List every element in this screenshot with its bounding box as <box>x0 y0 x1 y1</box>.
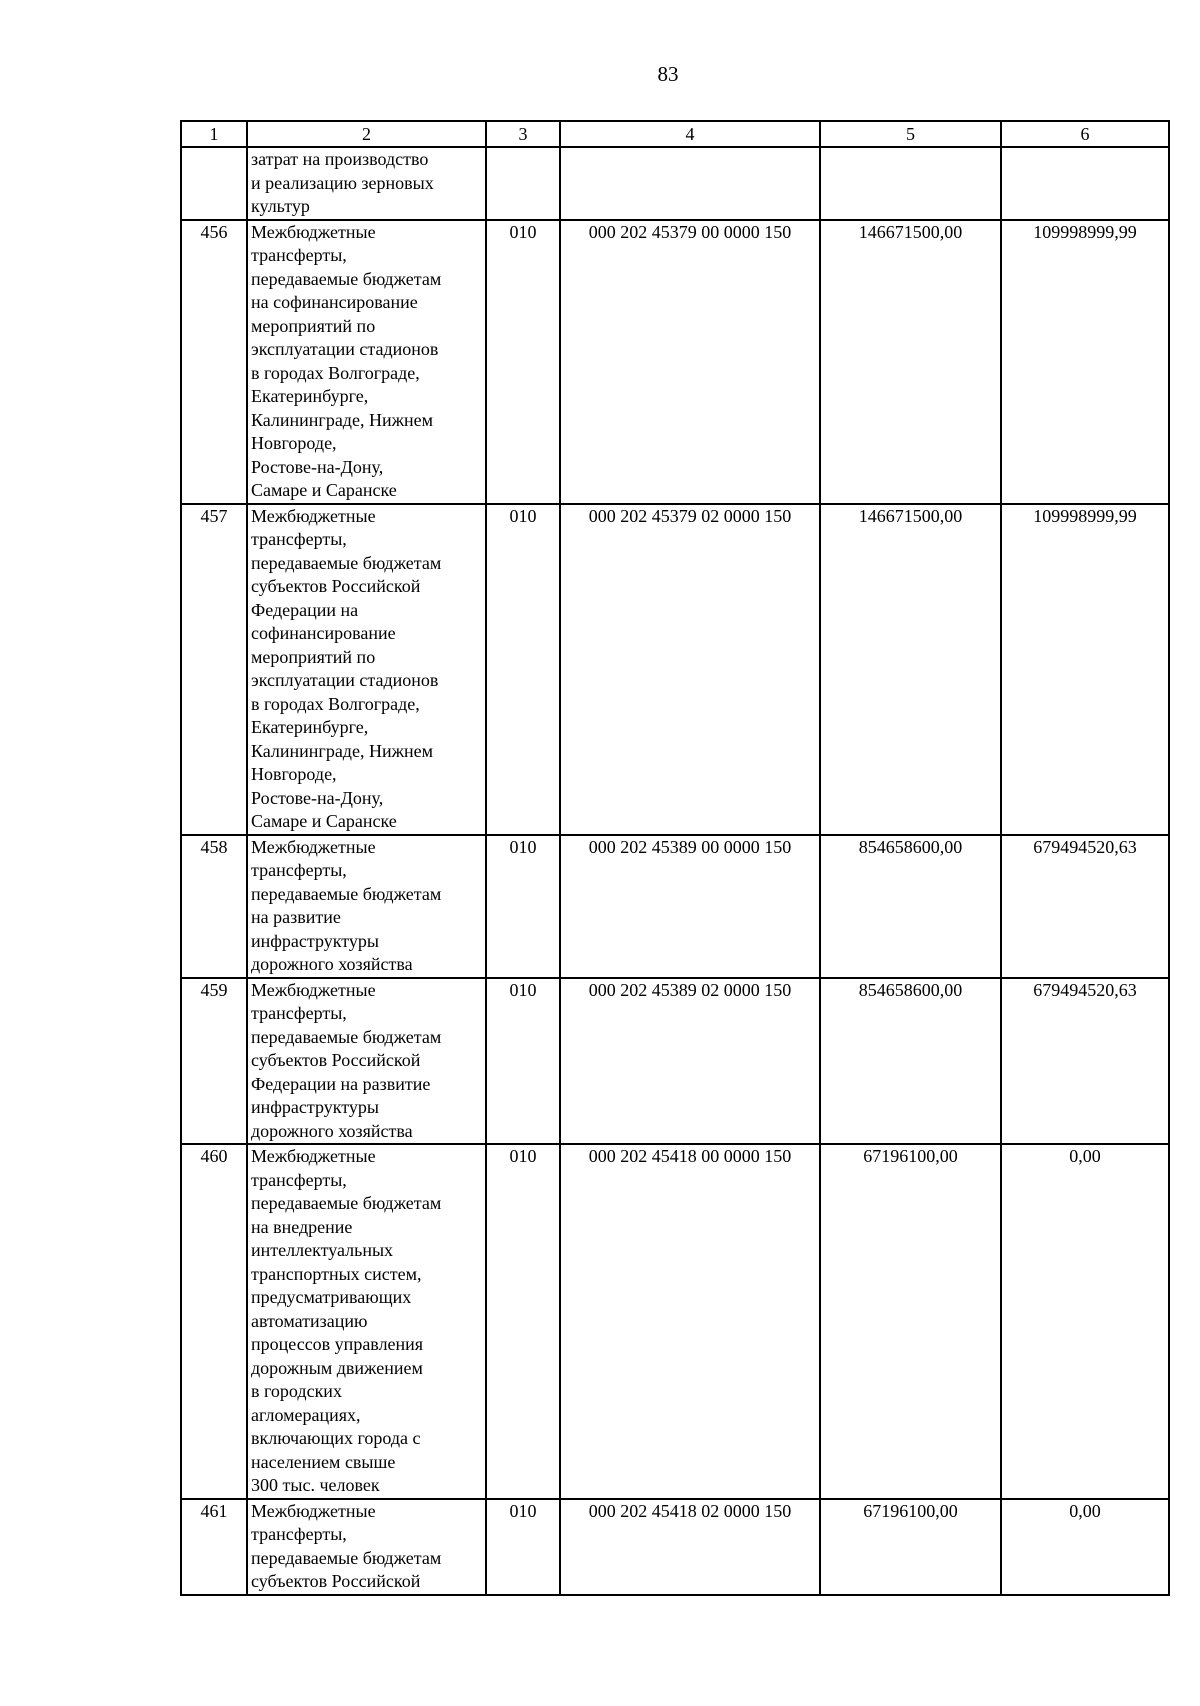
executed-amount: 109998999,99 <box>1001 220 1169 504</box>
description-line: агломерациях, <box>251 1404 361 1425</box>
table-row <box>181 1499 1169 1595</box>
description-line: эксплуатации стадионов <box>251 670 439 690</box>
description-line: трансферты, <box>251 860 347 880</box>
row-description <box>247 504 486 835</box>
description-line: эксплуатации стадионов <box>251 339 439 359</box>
admin-code: 010 <box>486 504 560 835</box>
description-line: культур <box>251 196 310 216</box>
description-line: трансферты, <box>251 1003 347 1023</box>
row-number: 461 <box>181 1499 247 1595</box>
table-row <box>181 147 1169 220</box>
col-header-1: 1 <box>181 121 247 147</box>
table-row <box>181 835 1169 978</box>
description-line: на развитие <box>251 907 341 927</box>
col-header-4: 4 <box>560 121 820 147</box>
planned-amount: 854658600,00 <box>820 835 1001 978</box>
description-line: Межбюджетные <box>251 979 376 1000</box>
description-line: дорожным движением <box>251 1357 423 1378</box>
page-number: 83 <box>657 62 679 86</box>
description-line: Ростове-на-Дону, <box>251 456 384 477</box>
description-line: передаваемые бюджетам <box>251 1026 442 1047</box>
admin-code: 010 <box>486 1499 560 1595</box>
admin-code: 010 <box>486 835 560 978</box>
table-row <box>181 1144 1169 1499</box>
description-line: субъектов Российской <box>251 1571 421 1591</box>
description-line: Новгороде, <box>251 433 337 453</box>
budget-classification-code: 000 202 45389 02 0000 150 <box>560 978 820 1145</box>
description-line: включающих города с <box>251 1428 421 1448</box>
description-line: дорожного хозяйства <box>251 954 413 974</box>
description-line: мероприятий по <box>251 646 376 667</box>
planned-amount: 67196100,00 <box>820 1499 1001 1595</box>
description-line: Федерации на развитие <box>251 1073 431 1094</box>
budget-table <box>180 120 1170 1596</box>
description-line: на софинансирование <box>251 292 418 312</box>
description-line: и реализацию зерновых <box>251 172 434 193</box>
planned-amount: 146671500,00 <box>820 220 1001 504</box>
row-description <box>247 220 486 504</box>
table-row <box>181 978 1169 1145</box>
budget-classification-code: 000 202 45379 02 0000 150 <box>560 504 820 835</box>
row-number: 456 <box>181 220 247 504</box>
description-line: Межбюджетные <box>251 505 376 526</box>
description-line: передаваемые бюджетам <box>251 552 442 573</box>
budget-classification-code: 000 202 45418 02 0000 150 <box>560 1499 820 1595</box>
executed-amount: 0,00 <box>1001 1499 1169 1595</box>
row-description <box>247 147 486 220</box>
description-line: интеллектуальных <box>251 1240 394 1260</box>
row-description <box>247 978 486 1145</box>
row-description <box>247 1144 486 1499</box>
description-line: Федерации на <box>251 599 359 620</box>
description-line: на внедрение <box>251 1216 353 1237</box>
description-line: трансферты, <box>251 1524 347 1544</box>
header-row <box>181 121 1169 147</box>
description-line: мероприятий по <box>251 315 376 336</box>
description-line: автоматизацию <box>251 1310 368 1331</box>
planned-amount: 854658600,00 <box>820 978 1001 1145</box>
description-line: субъектов Российской <box>251 1050 421 1070</box>
description-line: субъектов Российской <box>251 576 421 596</box>
admin-code: 010 <box>486 220 560 504</box>
description-line: Самаре и Саранске <box>251 811 397 831</box>
planned-amount: 146671500,00 <box>820 504 1001 835</box>
description-line: Калининграде, Нижнем <box>251 740 434 761</box>
description-line: Екатеринбурге, <box>251 717 369 737</box>
col-header-2: 2 <box>247 121 486 147</box>
col-header-6: 6 <box>1001 121 1169 147</box>
col-header-5: 5 <box>820 121 1001 147</box>
description-line: передаваемые бюджетам <box>251 1193 442 1213</box>
executed-amount: 109998999,99 <box>1001 504 1169 835</box>
admin-code: 010 <box>486 978 560 1145</box>
row-description <box>247 835 486 978</box>
planned-amount <box>820 147 1001 220</box>
row-number: 458 <box>181 835 247 978</box>
description-line: 300 тыс. человек <box>251 1475 380 1495</box>
budget-classification-code: 000 202 45389 00 0000 150 <box>560 835 820 978</box>
description-line: трансферты, <box>251 529 347 549</box>
description-line: Самаре и Саранске <box>251 480 397 500</box>
description-line: затрат на производство <box>251 149 429 169</box>
col-header-3: 3 <box>486 121 560 147</box>
row-number: 459 <box>181 978 247 1145</box>
row-number: 457 <box>181 504 247 835</box>
description-line: в городских <box>251 1381 342 1401</box>
description-line: Межбюджетные <box>251 221 376 242</box>
executed-amount: 679494520,63 <box>1001 835 1169 978</box>
description-line: передаваемые бюджетам <box>251 1547 442 1568</box>
description-line: Калининграде, Нижнем <box>251 409 434 430</box>
admin-code: 010 <box>486 1144 560 1499</box>
description-line: инфраструктуры <box>251 930 379 951</box>
description-line: в городах Волгограде, <box>251 362 420 383</box>
description-line: Межбюджетные <box>251 1146 376 1166</box>
description-line: передаваемые бюджетам <box>251 268 442 289</box>
planned-amount: 67196100,00 <box>820 1144 1001 1499</box>
description-line: трансферты, <box>251 245 347 265</box>
executed-amount: 679494520,63 <box>1001 978 1169 1145</box>
table-row <box>181 220 1169 504</box>
row-description <box>247 1499 486 1595</box>
row-number: 460 <box>181 1144 247 1499</box>
description-line: в городах Волгограде, <box>251 693 420 714</box>
description-line: процессов управления <box>251 1334 424 1354</box>
description-line: Межбюджетные <box>251 836 376 857</box>
description-line: транспортных систем, <box>251 1263 422 1284</box>
description-line: Новгороде, <box>251 764 337 784</box>
description-line: предусматривающих <box>251 1287 412 1307</box>
budget-classification-code: 000 202 45379 00 0000 150 <box>560 220 820 504</box>
admin-code <box>486 147 560 220</box>
description-line: трансферты, <box>251 1169 347 1190</box>
table-row <box>181 504 1169 835</box>
row-number <box>181 147 247 220</box>
budget-classification-code <box>560 147 820 220</box>
executed-amount: 0,00 <box>1001 1144 1169 1499</box>
description-line: Межбюджетные <box>251 1500 376 1521</box>
description-line: дорожного хозяйства <box>251 1120 413 1141</box>
budget-classification-code: 000 202 45418 00 0000 150 <box>560 1144 820 1499</box>
description-line: населением свыше <box>251 1451 396 1472</box>
description-line: передаваемые бюджетам <box>251 883 442 904</box>
description-line: инфраструктуры <box>251 1097 379 1117</box>
description-line: Екатеринбурге, <box>251 386 369 406</box>
description-line: софинансирование <box>251 623 396 643</box>
executed-amount <box>1001 147 1169 220</box>
description-line: Ростове-на-Дону, <box>251 787 384 808</box>
